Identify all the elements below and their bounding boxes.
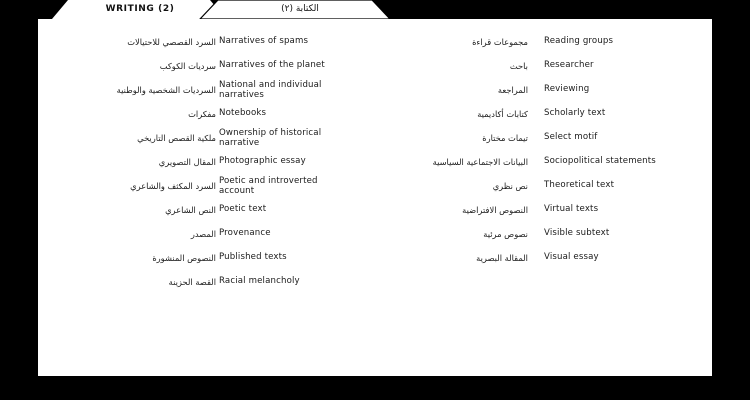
term-english: Provenance: [219, 228, 271, 238]
list-item[interactable]: [378, 153, 708, 177]
list-item[interactable]: [38, 81, 348, 105]
term-arabic: مفكرات: [188, 109, 216, 119]
list-item[interactable]: [378, 225, 708, 249]
term-arabic: باحث: [509, 61, 528, 71]
term-arabic: تيمات مختارة: [482, 133, 528, 143]
term-english: Poetic and introverted account: [219, 176, 318, 196]
term-arabic: المراجعة: [497, 85, 528, 95]
term-english: National and individual narratives: [219, 80, 322, 100]
list-item[interactable]: [38, 201, 348, 225]
term-english: Select motif: [544, 132, 598, 142]
term-arabic: النصوص الافتراضية: [462, 205, 528, 215]
term-arabic: نصوص مرئية: [483, 229, 528, 239]
term-english: Narratives of the planet: [219, 60, 325, 70]
term-english: Visible subtext: [544, 228, 610, 238]
term-english: Narratives of spams: [219, 36, 309, 46]
term-english: Published texts: [219, 252, 287, 262]
tab-writing-en[interactable]: WRITING (2): [105, 4, 175, 14]
term-english: Racial melancholy: [219, 276, 300, 286]
term-arabic: النصوص المنشورة: [152, 253, 216, 263]
term-arabic: نص نظري: [492, 181, 528, 191]
term-arabic: ملكية القصص التاريخي: [137, 133, 216, 143]
list-item[interactable]: [38, 33, 348, 57]
term-arabic: مجموعات قراءة: [472, 37, 528, 47]
term-arabic: المصدر: [190, 229, 216, 239]
term-english: Researcher: [544, 60, 594, 70]
term-arabic: النص الشاعري: [165, 205, 216, 215]
term-english: Poetic text: [219, 204, 267, 214]
term-arabic: البيانات الاجتماعية السياسية: [432, 157, 528, 167]
list-item[interactable]: [378, 81, 708, 105]
term-english: Notebooks: [219, 108, 267, 118]
list-item[interactable]: [38, 177, 348, 201]
list-item[interactable]: [378, 33, 708, 57]
term-arabic: المقالة البصرية: [476, 253, 528, 263]
term-english: Reading groups: [544, 36, 614, 46]
list-item[interactable]: [378, 57, 708, 81]
term-arabic: القصة الحزينة: [168, 277, 216, 287]
tab-bar: [0, 0, 750, 19]
list-item[interactable]: [378, 105, 708, 129]
list-item[interactable]: [38, 273, 348, 297]
term-arabic: السرد المكثف والشاعري: [130, 181, 216, 191]
term-english: Theoretical text: [544, 180, 615, 190]
list-item[interactable]: [38, 57, 348, 81]
term-english: Photographic essay: [219, 156, 306, 166]
list-item[interactable]: [38, 153, 348, 177]
list-item[interactable]: [378, 177, 708, 201]
term-english: Scholarly text: [544, 108, 606, 118]
list-item[interactable]: [38, 249, 348, 273]
tab-writing-ar[interactable]: الكتابة (٢): [281, 4, 319, 14]
glossary-column-left: [38, 33, 348, 297]
list-item[interactable]: [378, 249, 708, 273]
term-arabic: السرد القصصي للاحتيالات: [127, 37, 216, 47]
term-english: Visual essay: [544, 252, 599, 262]
term-english: Ownership of historical narrative: [219, 128, 322, 148]
glossary-panel: [38, 19, 712, 376]
term-english: Virtual texts: [544, 204, 599, 214]
list-item[interactable]: [38, 105, 348, 129]
list-item[interactable]: [38, 225, 348, 249]
term-english: Sociopolitical statements: [544, 156, 656, 166]
list-item[interactable]: [38, 129, 348, 153]
list-item[interactable]: [378, 201, 708, 225]
term-arabic: المقال التصويري: [158, 157, 216, 167]
term-arabic: سرديات الكوكب: [159, 61, 216, 71]
term-arabic: السرديات الشخصية والوطنية: [116, 85, 216, 95]
term-english: Reviewing: [544, 84, 590, 94]
list-item[interactable]: [378, 129, 708, 153]
glossary-column-right: [378, 33, 708, 273]
term-arabic: كتابات أكاديمية: [477, 109, 528, 119]
